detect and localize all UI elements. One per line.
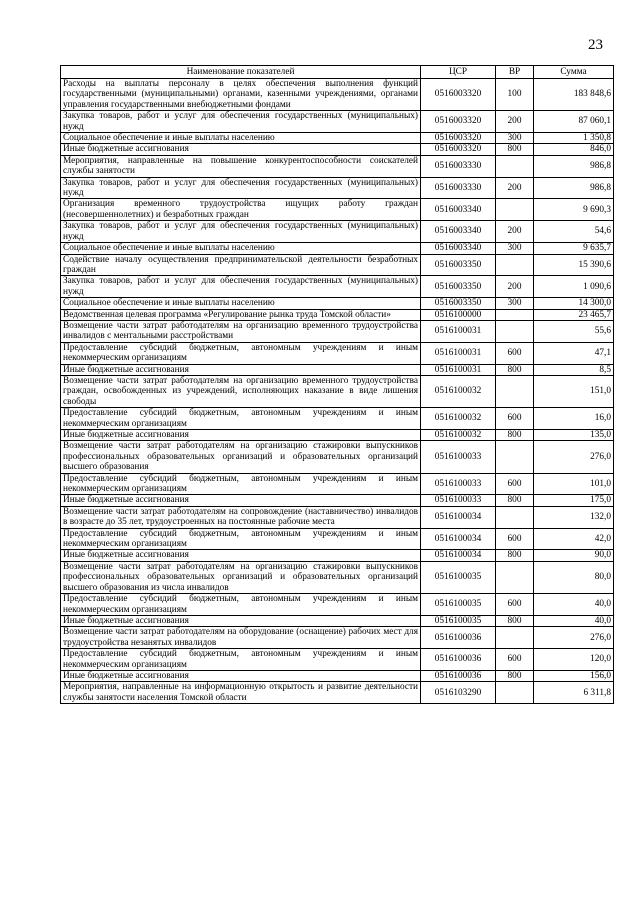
table-row (61, 320, 614, 342)
row-sum: 6 311,8 (534, 682, 614, 704)
table-row (61, 682, 614, 704)
table-row (61, 79, 614, 111)
table-row (61, 364, 614, 375)
table-row (61, 408, 614, 430)
row-name: Возмещение части затрат работодателям на сопровождение (наставничество) инвалидов в возрасте до 35 лет, трудоустроенных на постоянные рабочие места (61, 506, 421, 528)
row-vr: 300 (496, 243, 534, 254)
row-csr: 0516100035 (421, 594, 496, 616)
row-sum: 101,0 (534, 473, 614, 495)
table-row (61, 627, 614, 649)
table-row (61, 670, 614, 681)
table-row (61, 342, 614, 364)
table-row (61, 561, 614, 593)
row-vr: 200 (496, 276, 534, 298)
page-number: 23 (588, 37, 603, 53)
row-sum: 120,0 (534, 649, 614, 671)
row-csr: 0516003330 (421, 155, 496, 177)
table-row (61, 375, 614, 407)
row-vr: 200 (496, 221, 534, 243)
row-csr: 0516003320 (421, 111, 496, 133)
row-sum: 87 060,1 (534, 111, 614, 133)
row-sum: 276,0 (534, 441, 614, 473)
row-sum: 156,0 (534, 670, 614, 681)
row-vr (496, 441, 534, 473)
row-vr (496, 199, 534, 221)
row-sum: 54,6 (534, 221, 614, 243)
row-name: Закупка товаров, работ и услуг для обеспечения государственных (муниципальных) нужд (61, 276, 421, 298)
row-name: Иные бюджетные ассигнования (61, 430, 421, 441)
row-sum: 40,0 (534, 615, 614, 626)
row-csr: 0516003350 (421, 298, 496, 309)
row-vr (496, 682, 534, 704)
row-vr (496, 506, 534, 528)
row-vr (496, 320, 534, 342)
row-csr: 0516100031 (421, 342, 496, 364)
row-vr: 600 (496, 342, 534, 364)
row-name: Иные бюджетные ассигнования (61, 144, 421, 155)
row-sum: 90,0 (534, 550, 614, 561)
table-row (61, 309, 614, 320)
row-sum: 1 350,8 (534, 133, 614, 144)
table-row (61, 430, 614, 441)
row-csr: 0516100035 (421, 615, 496, 626)
row-vr: 200 (496, 111, 534, 133)
row-name: Закупка товаров, работ и услуг для обеспечения государственных (муниципальных) нужд (61, 111, 421, 133)
row-name: Возмещение части затрат работодателям на организацию временного трудоустройства инвалидов с ментальными расстройствами (61, 320, 421, 342)
row-vr: 800 (496, 550, 534, 561)
row-csr: 0516003340 (421, 243, 496, 254)
row-vr: 200 (496, 177, 534, 199)
row-sum: 1 090,6 (534, 276, 614, 298)
row-name: Возмещение части затрат работодателям на организацию временного трудоустройства граждан, освобожденных из учреждений, исполняющих наказание в виде лишения свободы (61, 375, 421, 407)
table-row (61, 276, 614, 298)
row-sum: 42,0 (534, 528, 614, 550)
table-row (61, 144, 614, 155)
row-name: Иные бюджетные ассигнования (61, 670, 421, 681)
table-row (61, 528, 614, 550)
row-sum: 151,0 (534, 375, 614, 407)
row-sum: 23 465,7 (534, 309, 614, 320)
row-name: Социальное обеспечение и иные выплаты населению (61, 133, 421, 144)
table-row (61, 298, 614, 309)
row-name: Ведомственная целевая программа «Регулирование рынка труда Томской области» (61, 309, 421, 320)
row-csr: 0516003320 (421, 79, 496, 111)
row-csr: 0516100034 (421, 550, 496, 561)
table-row (61, 155, 614, 177)
table-row (61, 111, 614, 133)
row-sum: 47,1 (534, 342, 614, 364)
row-sum: 55,6 (534, 320, 614, 342)
row-vr: 600 (496, 473, 534, 495)
row-csr: 0516100036 (421, 627, 496, 649)
row-name: Социальное обеспечение и иные выплаты населению (61, 243, 421, 254)
row-vr (496, 627, 534, 649)
row-csr: 0516003330 (421, 177, 496, 199)
row-csr: 0516103290 (421, 682, 496, 704)
table-row (61, 199, 614, 221)
table-row (61, 133, 614, 144)
row-name: Предоставление субсидий бюджетным, автономным учреждениям и иным некоммерческим организациям (61, 473, 421, 495)
row-sum: 846,0 (534, 144, 614, 155)
row-name: Возмещение части затрат работодателям на оборудование (оснащение) рабочих мест для трудоустройства незанятых инвалидов (61, 627, 421, 649)
table-header-row (61, 66, 614, 79)
row-vr (496, 375, 534, 407)
row-csr: 0516003320 (421, 144, 496, 155)
header-sum: Сумма (534, 66, 614, 79)
row-csr: 0516100033 (421, 495, 496, 506)
row-sum: 986,8 (534, 177, 614, 199)
row-csr: 0516003320 (421, 133, 496, 144)
row-vr: 600 (496, 408, 534, 430)
header-csr: ЦСР (421, 66, 496, 79)
row-vr: 600 (496, 649, 534, 671)
row-sum: 8,5 (534, 364, 614, 375)
table-row (61, 473, 614, 495)
row-vr: 600 (496, 594, 534, 616)
row-csr: 0516003340 (421, 199, 496, 221)
row-name: Предоставление субсидий бюджетным, автономным учреждениям и иным некоммерческим организациям (61, 408, 421, 430)
row-name: Содействие началу осуществления предпринимательской деятельности безработных граждан (61, 254, 421, 276)
row-sum: 14 300,0 (534, 298, 614, 309)
row-name: Предоставление субсидий бюджетным, автономным учреждениям и иным некоммерческим организациям (61, 342, 421, 364)
row-vr: 800 (496, 364, 534, 375)
row-name: Закупка товаров, работ и услуг для обеспечения государственных (муниципальных) нужд (61, 221, 421, 243)
table-row (61, 615, 614, 626)
row-csr: 0516100036 (421, 649, 496, 671)
row-sum: 40,0 (534, 594, 614, 616)
table-body (61, 79, 614, 704)
row-sum: 986,8 (534, 155, 614, 177)
row-csr: 0516100035 (421, 561, 496, 593)
table-row (61, 550, 614, 561)
row-name: Иные бюджетные ассигнования (61, 495, 421, 506)
row-name: Закупка товаров, работ и услуг для обеспечения государственных (муниципальных) нужд (61, 177, 421, 199)
table-row (61, 649, 614, 671)
row-name: Иные бюджетные ассигнования (61, 615, 421, 626)
header-name: Наименование показателей (61, 66, 421, 79)
row-name: Мероприятия, направленные на информационную открытость и развитие деятельности службы занятости населения Томской области (61, 682, 421, 704)
row-sum: 132,0 (534, 506, 614, 528)
row-sum: 80,0 (534, 561, 614, 593)
row-sum: 16,0 (534, 408, 614, 430)
table-row (61, 254, 614, 276)
row-csr: 0516100032 (421, 430, 496, 441)
table-row (61, 221, 614, 243)
row-csr: 0516100033 (421, 441, 496, 473)
row-vr: 100 (496, 79, 534, 111)
row-vr: 300 (496, 298, 534, 309)
row-sum: 135,0 (534, 430, 614, 441)
row-sum: 9 690,3 (534, 199, 614, 221)
row-name: Возмещение части затрат работодателям на организацию стажировки выпускников профессиональных образовательных организаций и образовательных организаций высшего образования (61, 441, 421, 473)
row-sum: 175,0 (534, 495, 614, 506)
row-sum: 9 635,7 (534, 243, 614, 254)
table-row (61, 506, 614, 528)
row-vr: 800 (496, 144, 534, 155)
header-vr: ВР (496, 66, 534, 79)
row-vr (496, 254, 534, 276)
row-name: Предоставление субсидий бюджетным, автономным учреждениям и иным некоммерческим организациям (61, 528, 421, 550)
table-row (61, 495, 614, 506)
row-name: Предоставление субсидий бюджетным, автономным учреждениям и иным некоммерческим организациям (61, 594, 421, 616)
row-sum: 15 390,6 (534, 254, 614, 276)
row-csr: 0516100034 (421, 506, 496, 528)
row-csr: 0516100034 (421, 528, 496, 550)
row-vr (496, 561, 534, 593)
table-row (61, 243, 614, 254)
row-csr: 0516100036 (421, 670, 496, 681)
row-vr: 600 (496, 528, 534, 550)
budget-table (60, 65, 614, 704)
table-row (61, 594, 614, 616)
row-csr: 0516100033 (421, 473, 496, 495)
row-csr: 0516100031 (421, 364, 496, 375)
row-name: Возмещение части затрат работодателям на организацию стажировки выпускников профессиональных образовательных организаций и образовательных организаций высшего образования из числа инвалидов (61, 561, 421, 593)
row-csr: 0516003340 (421, 221, 496, 243)
row-csr: 0516100032 (421, 375, 496, 407)
row-vr: 800 (496, 430, 534, 441)
row-name: Иные бюджетные ассигнования (61, 550, 421, 561)
row-csr: 0516003350 (421, 276, 496, 298)
row-vr (496, 155, 534, 177)
row-vr: 800 (496, 615, 534, 626)
row-csr: 0516100000 (421, 309, 496, 320)
row-name: Расходы на выплаты персоналу в целях обеспечения выполнения функций государственными (муниципальными) органами, казенными учреждениями, органами управления государственными внебюджетными фондами (61, 79, 421, 111)
row-name: Социальное обеспечение и иные выплаты населению (61, 298, 421, 309)
row-sum: 183 848,6 (534, 79, 614, 111)
row-name: Иные бюджетные ассигнования (61, 364, 421, 375)
row-name: Мероприятия, направленные на повышение конкурентоспособности соискателей службы занятости (61, 155, 421, 177)
table-row (61, 177, 614, 199)
row-vr: 300 (496, 133, 534, 144)
row-csr: 0516100031 (421, 320, 496, 342)
row-sum: 276,0 (534, 627, 614, 649)
table-row (61, 441, 614, 473)
row-vr (496, 309, 534, 320)
row-vr: 800 (496, 670, 534, 681)
row-csr: 0516100032 (421, 408, 496, 430)
row-vr: 800 (496, 495, 534, 506)
row-name: Организация временного трудоустройства ищущих работу граждан (несовершеннолетних) и безработных граждан (61, 199, 421, 221)
row-csr: 0516003350 (421, 254, 496, 276)
row-name: Предоставление субсидий бюджетным, автономным учреждениям и иным некоммерческим организациям (61, 649, 421, 671)
